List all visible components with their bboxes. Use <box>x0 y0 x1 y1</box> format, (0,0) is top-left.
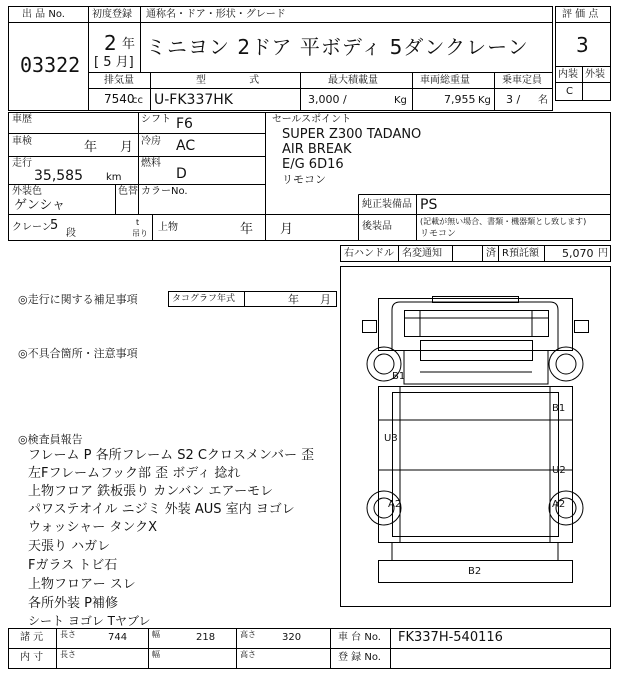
capacity-value: 3 / <box>506 93 521 106</box>
rhd-label: 右ハンドル <box>344 248 394 259</box>
reg-month: [ 5 月] <box>94 55 134 70</box>
exterior-label: 外装 <box>585 69 605 80</box>
max-load-unit: Kg <box>394 95 407 106</box>
option-label: 後装品 <box>362 221 392 232</box>
color-label: 外装色 <box>12 186 42 197</box>
crane-suspend-label: 吊り <box>132 229 148 238</box>
tacho-month-unit: 月 <box>320 293 331 306</box>
recycle-unit: 円 <box>598 248 608 259</box>
interior-length-label: 長さ <box>60 650 76 659</box>
crane-label: クレーン <box>12 222 52 233</box>
mileage-label: 走行 <box>12 158 32 169</box>
inspector-report-label: ◎検査員報告 <box>18 433 83 446</box>
recycle-mark: 済 <box>486 248 496 259</box>
report-line: 各所外装 P補修 <box>28 596 118 611</box>
width-value: 218 <box>196 632 216 643</box>
recycle-label: R預託額 <box>502 248 539 259</box>
report-line: シート ヨゴレ Tヤブレ <box>28 614 151 628</box>
option-note: (記載が無い場合、書類・機器類とし致します) <box>420 217 587 226</box>
color-no-label: 色替 <box>118 186 138 197</box>
reg-no-label: 登 録 No. <box>338 652 381 663</box>
report-line: パワステオイル ニジミ 外装 AUS 室内 ヨゴレ <box>28 502 295 517</box>
tacho-year-unit: 年 <box>288 293 299 306</box>
report-line: 上物フロア 鉄板張り カンバン エアーモレ <box>28 484 274 499</box>
upper-label: 上物 <box>158 222 178 233</box>
ac-value: AC <box>176 138 196 154</box>
option-value: リモコン <box>420 229 457 239</box>
score-label: 評 価 点 <box>562 9 599 20</box>
shaken-month-unit: 月 <box>120 140 134 155</box>
ac-label: 冷房 <box>141 136 161 147</box>
displacement-unit: cc <box>132 95 143 106</box>
sales-point-label: セールスポイント <box>272 114 352 125</box>
type-value: U-FK337HK <box>154 92 233 108</box>
interior-width-label: 幅 <box>152 650 160 659</box>
first-reg-label: 初度登録 <box>92 9 132 20</box>
dims-label: 諸 元 <box>20 632 44 643</box>
fuel-value: D <box>176 166 187 182</box>
name-change-label: 名変通知 <box>402 248 442 259</box>
damage-code-u3: U3 <box>384 433 398 444</box>
damage-code-a2-right: A2 <box>552 499 566 510</box>
width-label: 幅 <box>152 630 160 639</box>
interior-dims-label: 内 寸 <box>20 652 44 663</box>
model-name: ミニヨン 2ドア 平ボディ 5ダンクレーン <box>146 35 529 59</box>
history-label: 車歴 <box>12 114 32 125</box>
lot-label: 出 品 No. <box>22 9 65 20</box>
chassis-number: FK337H-540116 <box>398 630 503 645</box>
tachograph-label: タコグラフ年式 <box>172 294 236 304</box>
score-value: 3 <box>576 33 589 57</box>
chassis-label: 車 台 No. <box>338 632 381 643</box>
sales-line-1: SUPER Z300 TADANO <box>282 127 422 142</box>
report-line: Fガラス トビ石 <box>28 558 118 573</box>
crane-steps-unit: 段 <box>66 228 76 239</box>
std-equipment-value: PS <box>420 197 438 213</box>
capacity-unit: 名 <box>538 95 548 106</box>
max-load-label: 最大積載量 <box>328 75 378 86</box>
gross-weight-label: 車両総重量 <box>420 75 470 86</box>
color-value: ゲンシャ <box>14 198 66 213</box>
height-value: 320 <box>282 632 302 643</box>
color-code-label: カラーNo. <box>141 186 188 197</box>
interior-label: 内装 <box>558 69 578 80</box>
gross-weight-value: 7,955 <box>444 93 476 106</box>
damage-code-b2: B2 <box>468 566 482 577</box>
report-line: ウォッシャー タンクX <box>28 520 157 535</box>
sales-line-4: リモコン <box>282 173 326 186</box>
defects-label: ◎不具合箇所・注意事項 <box>18 347 138 360</box>
displacement-label: 排気量 <box>104 75 134 86</box>
damage-code-b1-right: B1 <box>552 403 566 414</box>
capacity-label: 乗車定員 <box>502 75 542 86</box>
mileage-value: 35,585 <box>34 168 83 184</box>
damage-code-b1-left: B1 <box>392 371 406 382</box>
max-load-value: 3,000 / <box>308 93 347 106</box>
mileage-unit: km <box>106 172 122 183</box>
upper-month-unit: 月 <box>280 222 294 237</box>
reg-year-unit: 年 <box>122 37 136 52</box>
sales-line-2: AIR BREAK <box>282 142 352 157</box>
std-equipment-label: 純正装備品 <box>362 199 412 210</box>
driving-notes-label: ◎走行に関する補足事項 <box>18 293 138 306</box>
report-line: 左Fフレームフック部 歪 ボディ 捻れ <box>28 466 241 481</box>
exterior-score: C <box>566 86 573 97</box>
report-line: 天張り ハガレ <box>28 539 111 554</box>
upper-year-unit: 年 <box>240 222 254 237</box>
damage-code-u2: U2 <box>552 465 566 476</box>
report-line: 上物フロアー スレ <box>28 577 136 592</box>
recycle-amount: 5,070 <box>562 247 594 260</box>
shift-value: F6 <box>176 116 193 132</box>
shaken-label: 車検 <box>12 136 32 147</box>
report-line: フレーム P 各所フレーム S2 Cクロスメンバー 歪 <box>28 448 315 463</box>
reg-year: 2 <box>104 31 117 55</box>
sales-line-3: E/G 6D16 <box>282 157 344 172</box>
shaken-year-unit: 年 <box>84 140 98 155</box>
displacement-value: 7540 <box>104 92 135 106</box>
interior-height-label: 高さ <box>240 650 256 659</box>
lot-number: 03322 <box>20 53 81 77</box>
height-label: 高さ <box>240 630 256 639</box>
fuel-label: 燃料 <box>141 158 161 169</box>
damage-code-a2-left: A2 <box>388 499 402 510</box>
shift-label: シフト <box>141 114 171 125</box>
length-label: 長さ <box>60 630 76 639</box>
crane-tonnage-unit: t <box>136 218 140 227</box>
type-label: 型 式 <box>196 75 280 86</box>
gross-weight-unit: Kg <box>478 95 491 106</box>
length-value: 744 <box>108 632 128 643</box>
model-label: 通称名・ドア・形状・グレード <box>146 9 286 20</box>
crane-steps: 5 <box>50 218 59 233</box>
